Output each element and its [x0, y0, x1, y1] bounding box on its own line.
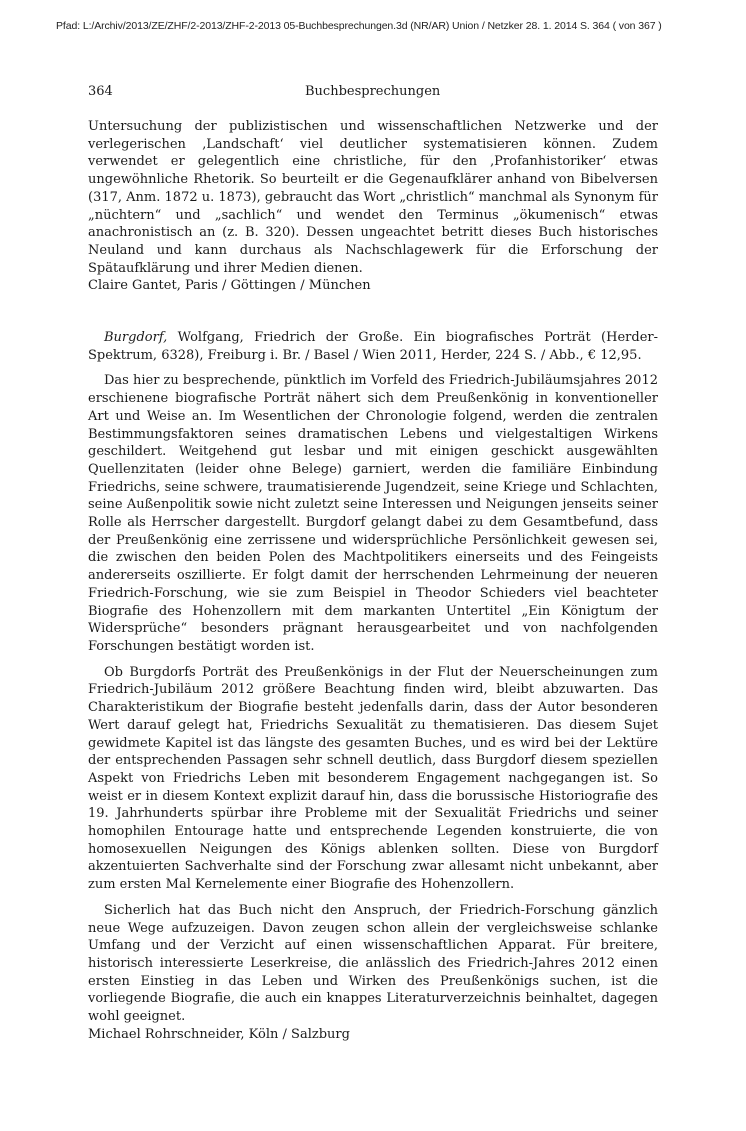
- page-content: [88, 118, 658, 1043]
- review-burgdorf: [88, 329, 658, 1043]
- book-author: Burgdorf,: [104, 330, 168, 346]
- review-paragraph: Ob Burgdorfs Porträt des Preußenkönigs in der Flut der Neuerscheinungen zum Friedrich-Jubiläum 2012 größere Beachtung finden wird, bleibt abzuwarten. Das Charakteristikum der Biografie besteht jedenfalls darin, dass der Autor besonderen Wert darauf gelegt hat, Friedrichs Sexualität zu thematisieren. Das diesem Sujet gewidmete Kapitel ist das längste des gesamten Buches, und es wird bei der Lektüre der entsprechenden Passagen sehr schnell deutlich, dass Burgdorf diesem speziellen Aspekt von Friedrichs Leben mit besonderem Engagement nachgegangen ist. So weist er in diesem Kontext explizit darauf hin, dass die borussische Historiografie des 19. Jahrhunderts spürbar ihre Probleme mit der Sexualität Friedrichs und seiner homophilen Entourage hatte und entsprechende Legenden konstruierte, die von homosexuellen Neigungen des Königs ablenken sollten. Diese von Burgdorf akzentuierten Sachverhalte sind der Forschung zwar allesamt nicht unbekannt, aber zum ersten Mal Kernelemente einer Biografie des Hohenzollern.: [88, 664, 658, 893]
- review-paragraph: Untersuchung der publizistischen und wissenschaftlichen Netzwerke und der verlegerischen ‚Landschaft‘ viel deutlicher systematisieren können. Zudem verwendet er gelegentlich eine christliche, für den ‚Profanhistoriker‘ etwas ungewöhnliche Rhetorik. So beurteilt er die Gegenaufklärer anhand von Bibelversen (317, Anm. 1872 u. 1873), gebraucht das Wort „christlich“ manchmal als Synonym für „nüchtern“ und „sachlich“ und wendet den Terminus „ökumenisch“ etwas anachronistisch an (z. B. 320). Dessen ungeachtet betritt dieses Buch historisches Neuland und kann durchaus als Nachschlagewerk für die Erforschung der Spätaufklärung und ihrer Medien dienen.: [88, 119, 658, 276]
- review-paragraph: Sicherlich hat das Buch nicht den Anspruch, der Friedrich-Forschung gänzlich neue Wege aufzuzeigen. Davon zeugen schon allein der vergleichsweise schlanke Umfang und der Verzicht auf einen wissenschaftlichen Apparat. Für breitere, historisch interessierte Leserkreise, die anlässlich des Friedrich-Jahres 2012 einen ersten Einstieg in das Leben und Wirken des Preußenkönigs suchen, ist die vorliegende Biografie, die auch ein knappes Literaturverzeichnis beinhaltet, dagegen wohl geeignet.: [88, 902, 658, 1025]
- review-paragraph: Das hier zu besprechende, pünktlich im Vorfeld des Friedrich-Jubiläumsjahres 2012 erschienene biografische Porträt nähert sich dem Preußenkönig in konventioneller Art und Weise an. Im Wesentlichen der Chronologie folgend, werden die zentralen Bestimmungsfaktoren seines dramatischen Lebens und vielgestaltigen Wirkens geschildert. Weitgehend gut lesbar und mit einigen geschickt ausgewählten Quellenzitaten (leider ohne Belege) garniert, werden die familiäre Einbindung Friedrichs, seine schwere, traumatisierende Jugendzeit, seine Kriege und Schlachten, seine Außenpolitik sowie nicht zuletzt seine Interessen und Neigungen jenseits seiner Rolle als Herrscher dargestellt. Burgdorf gelangt dabei zu dem Gesamtbefund, dass der Preußenkönig eine zerrissene und widersprüchliche Persönlichkeit gewesen sei, die zwischen den beiden Polen des Machtpolitikers einerseits und des Feingeists andererseits oszillierte. Er folgt damit der herrschenden Lehrmeinung der neueren Friedrich-Forschung, wie sie zum Beispiel in Theodor Schieders viel beachteter Biografie des Hohenzollern mit dem markanten Untertitel „Ein Königtum der Widersprüche“ besonders prägnant herausgearbeitet und von nachfolgenden Forschungen bestätigt worden ist.: [88, 373, 658, 654]
- page-number: 364: [88, 84, 113, 99]
- review-gantet: [88, 118, 658, 295]
- running-title: Buchbesprechungen: [305, 84, 441, 99]
- book-bibliography: Wolfgang, Friedrich der Große. Ein biografisches Porträt (Herder-Spektrum, 6328), Freiburg i. Br. / Basel / Wien 2011, Herder, 224 S. / Abb., € 12,95.: [88, 330, 658, 363]
- reviewer-signature: Claire Gantet, Paris / Göttingen / München: [88, 278, 371, 294]
- book-citation: [88, 329, 658, 364]
- file-path-line: Pfad: L:/Archiv/2013/ZE/ZHF/2-2013/ZHF-2-2013 05-Buchbesprechungen.3d (NR/AR) Union / Netzker 28. 1. 2014 S. 364 ( von 367 ): [56, 20, 662, 32]
- reviewer-signature: Michael Rohrschneider, Köln / Salzburg: [88, 1026, 350, 1042]
